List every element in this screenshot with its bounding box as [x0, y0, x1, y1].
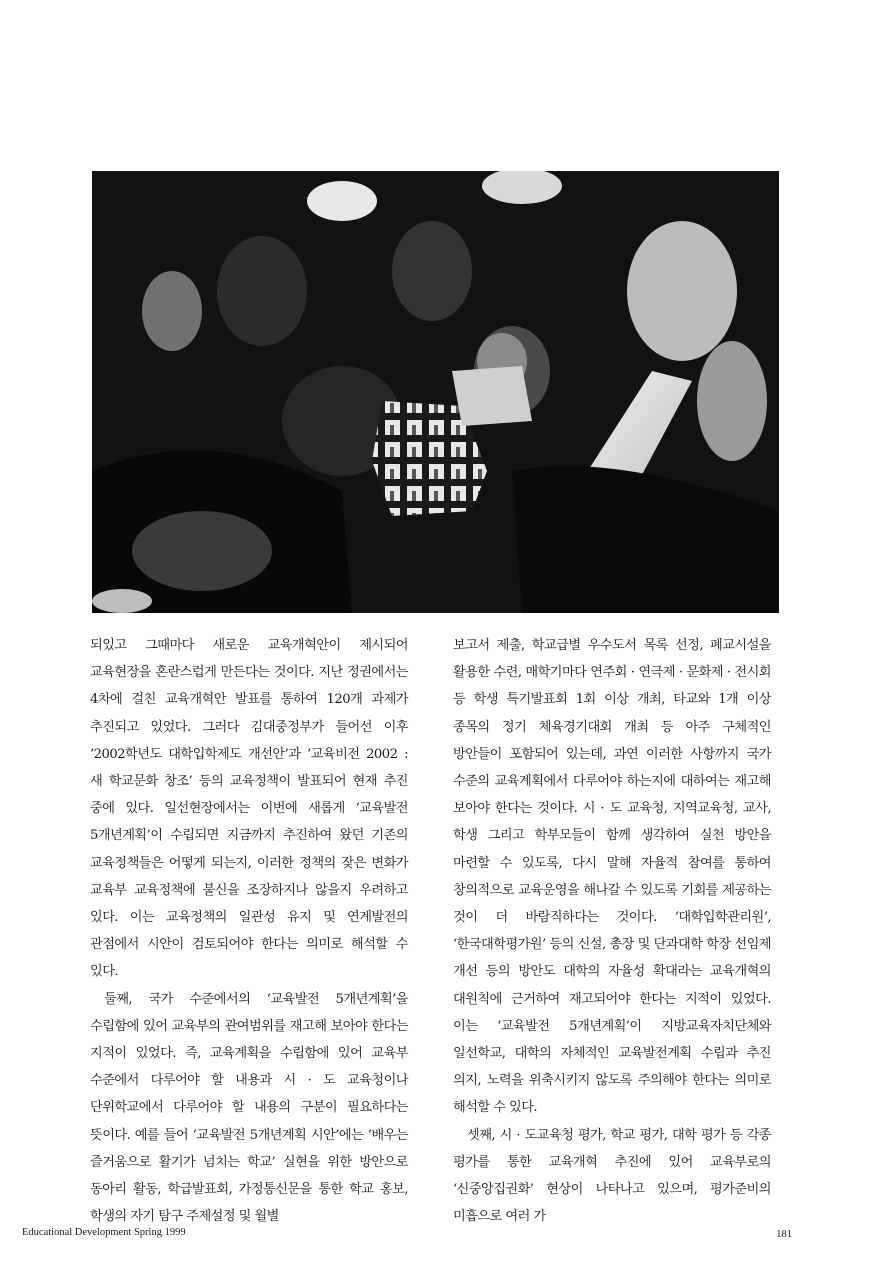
publication-footer: Educational Development Spring 1999 — [22, 1227, 186, 1238]
classroom-photo — [92, 171, 779, 613]
body-paragraph: 둘째, 국가 수준에서의 ‘교육발전 5개년계획’을 수립함에 있어 교육부의 관여범위를 재고해 보아야 한다는 지적이 있었다. 즉, 교육계획을 수립함에 있어 교육부 수준에서 다루어야 할 내용과 시 · 도 교육청이나 단위학교에서 다루어야 할 내용의 구분이 필요하다는 뜻이다. 예를 들어 ‘교육발전 5개년계획 시안’에는 ‘배우는 즐거움으로 활기가 넘치는 학교’ 실현을 위한 방안으로 동아리 활동, 학급발표회, 가정통신문을 통한 학교 홍보, 학생의 자기 탐구 주제설정 및 월별 — [90, 991, 408, 1225]
photo-icon — [92, 171, 779, 613]
body-paragraph: 되있고 그때마다 새로운 교육개혁안이 제시되어 교육현장을 혼란스럽게 만든다는 것이다. 지난 정권에서는 4차에 걸친 교육개혁안 발표를 통하여 120개 과제가 추진되고 있었다. 그러다 김대중정부가 들어선 이후 ‘2002학년도 대학입학제도 개선안’과 ‘교육비전 2002 : 새 학교문화 창조’ 등의 교육정책이 발표되어 현재 추진 중에 있다. 일선현장에서는 이번에 새롭게 ‘교육발전 5개년계획’이 수립되면 지금까지 추진하여 왔던 기존의 교육정책들은 어떻게 되는지, 이러한 정책의 잦은 변화가 교육부 교육정책에 불신을 조장하지나 않을지 우려하고 있다. 이는 교육정책의 일관성 유지 및 연계발전의 관점에서 시안이 검토되어야 한다는 의미로 해석할 수 있다. — [90, 638, 408, 980]
body-paragraph: 보고서 제출, 학교급별 우수도서 목록 선정, 폐교시설을 활용한 수련, 매학기마다 연주회 · 연극제 · 문화제 · 전시회 등 학생 특기발표회 1회 이상 개최, 타교와 1개 이상 종목의 정기 체육경기대회 개최 등 아주 구체적인 방안들이 포함되어 있는데, 과연 이러한 사항까지 국가 수준의 교육계획에서 다루어야 하는지에 대하여는 재고해 보아야 한다는 것이다. 시 · 도 교육청, 지역교육청, 교사, 학생 그리고 학부모들이 함께 생각하여 실천 방안을 마련할 수 있도록, 다시 말해 자율적 참여를 통하여 창의적으로 교육운영을 해나갈 수 있도록 기회를 제공하는 것이 더 바람직하다는 것이다. ‘대학입학관리원’, ‘한국대학평가원’ 등의 신설, 총장 및 단과대학 학장 선임제 개선 등의 방안도 대학의 자율성 확대라는 교육개혁의 대원칙에 근거하여 재고되어야 한다는 지적이 있었다. 이는 ‘교육발전 5개년계획’이 지방교육자치단체와 일선학교, 대학의 자체적인 교육발전계획 수립과 추진 의지, 노력을 위축시키지 않도록 주의해야 한다는 의미로 해석할 수 있다. — [453, 638, 771, 1116]
right-text-column — [453, 632, 771, 1230]
body-paragraph: 셋째, 시 · 도교육청 평가, 학교 평가, 대학 평가 등 각종 평가를 통한 교육개혁 추진에 있어 교육부로의 ‘신중앙집권화’ 현상이 나타나고 있으며, 평가준비의 미흡으로 여러 가 — [453, 1127, 771, 1225]
page-number: 181 — [776, 1229, 792, 1240]
left-text-column — [90, 632, 408, 1230]
